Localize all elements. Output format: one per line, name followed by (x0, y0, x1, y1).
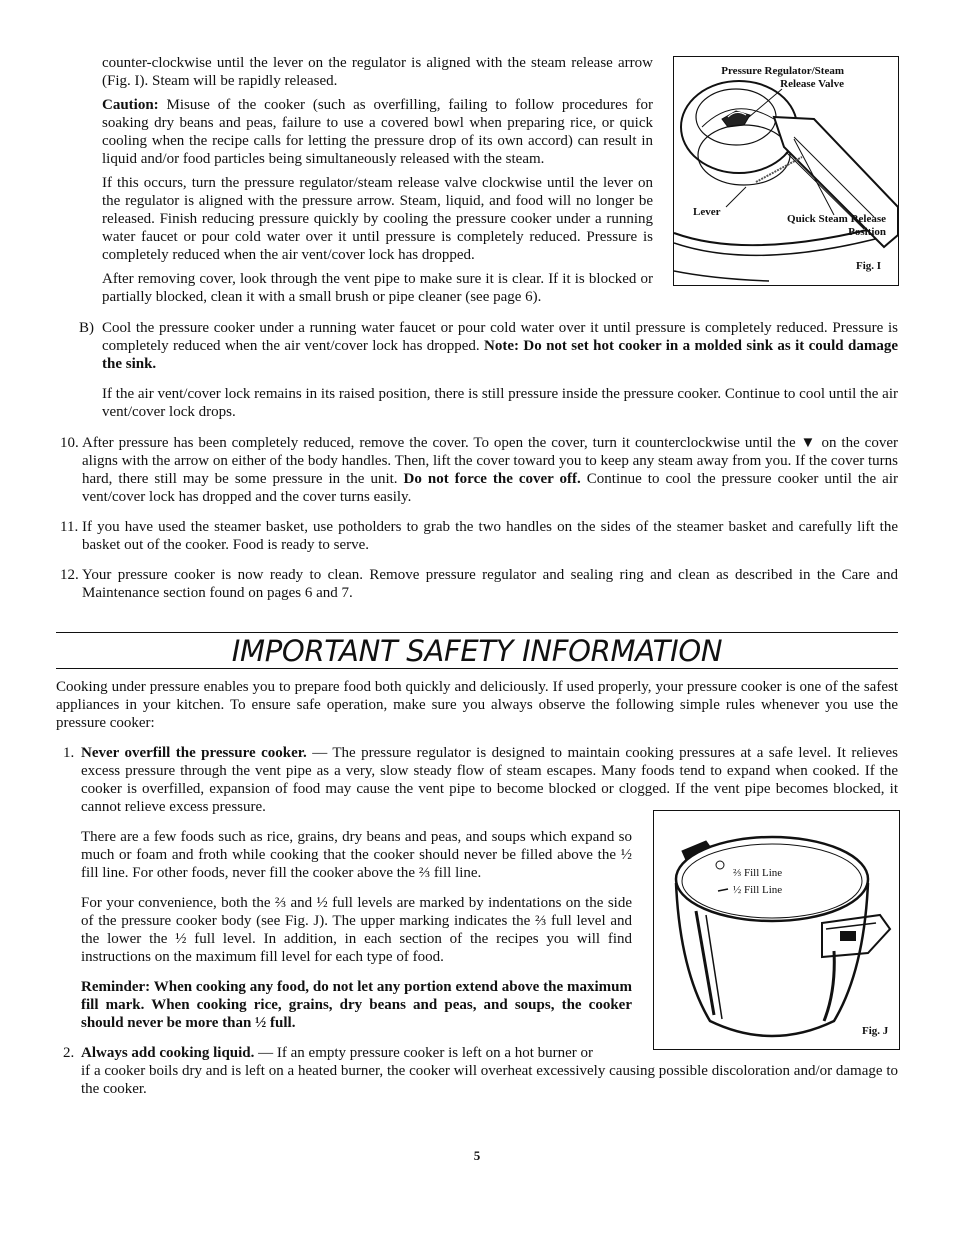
rule-1-reminder-text: Reminder: When cooking any food, do not let any portion extend above the maximum fill mark. When cooking rice, grains, dry beans and peas, and soups, the cooker should never be more than ½ full. (81, 979, 632, 1031)
item-b (102, 319, 898, 421)
item-b-marker: B) (79, 320, 94, 336)
label-quick-steam-release: Quick Steam Release Position (787, 213, 886, 238)
rule-2-line-1 (81, 1044, 641, 1062)
heading-rule-bottom (56, 668, 898, 669)
cooker-body-illustration (654, 811, 899, 1049)
section-title: IMPORTANT SAFETY INFORMATION (231, 634, 723, 668)
caution-label: Caution: (102, 97, 159, 113)
rule-2-rest (81, 1062, 898, 1098)
label-two-thirds-fill-line: ⅔ Fill Line (733, 867, 783, 879)
rule-1-details (81, 828, 632, 1032)
item-12-text: Your pressure cooker is now ready to clean. Remove pressure regulator and sealing ring and clean as described in the Care and Maintenance section found on pages 6 and 7. (82, 567, 898, 601)
paragraph-caution (102, 96, 653, 168)
rule-2-body: if a cooker boils dry and is left on a heated burner, the cooker will overheat excessively causing possible discoloration and/or damage to the cooker. (81, 1063, 898, 1097)
label-regulator-valve: Pressure Regulator/Steam Release Valve (721, 65, 844, 90)
rule-1-reminder (81, 978, 632, 1032)
rule-1-marker: 1. (63, 745, 75, 761)
item-b-paragraph-2: If the air vent/cover lock remains in its raised position, there is still pressure inside the pressure cooker. Continue to cool until the air vent/cover lock drops. (102, 386, 898, 420)
safety-intro (56, 678, 898, 732)
paragraph-if-occurs: If this occurs, turn the pressure regulator/steam release valve clockwise until the lever on the regulator is aligned with the pressure arrow. Steam, liquid, and food will no longer be released. Finish reducing pressure quickly by cooling the pressure cooker under a running water faucet or pour cold water over it until pressure is completely reduced. Pressure is completely reduced when the air vent/cover lock has dropped. (102, 175, 653, 263)
item-10-marker: 10. (60, 435, 79, 451)
top-text-column (102, 54, 653, 306)
rule-1-paragraph-3: For your convenience, both the ⅔ and ½ full levels are marked by indentations on the side of the pressure cooker body (see Fig. J). The upper marking indicates the ⅔ full level and the lower the ½ full level. In addition, in each section of the recipes you will find instructions on the maximum fill level for each type of food. (81, 895, 632, 965)
item-10-text (82, 434, 898, 506)
figure-j-caption: Fig. J (862, 1025, 889, 1037)
rule-2-marker: 2. (63, 1045, 75, 1061)
regulator-illustration (674, 57, 898, 285)
rule-1-body: — The pressure regulator is designed to maintain cooking pressures at a safe level. It relieves excess pressure through the vent pipe as a very, slow steady flow of steam escapes. Many foods tend to expand when cooked. If the cooker is overfilled, expansion of food may cause the vent pipe to become blocked or clogged. If the vent pipe becomes blocked, it cannot relieve excess pressure. (81, 745, 898, 815)
rule-1 (81, 744, 898, 816)
rule-1-title: Never overfill the pressure cooker. (81, 745, 307, 761)
item-11 (82, 518, 898, 554)
item-b-note: Note: Do not set hot cooker in a molded sink as it could damage the sink. (102, 338, 898, 372)
rule-1-text (81, 744, 898, 816)
rule-2-first-line (81, 1044, 641, 1062)
figure-i (673, 56, 899, 286)
item-12 (82, 566, 898, 602)
item-10-body-end: Continue to cool the pressure cooker until the air vent/cover lock has dropped and the cover turns easily. (82, 471, 899, 505)
item-10-body: After pressure has been completely reduced, remove the cover. To open the cover, turn it counterclockwise until the ▼ on the cover aligns with the arrow on either of the body handles. Then, lift the cover toward you to keep any steam away from you. If the cover turns hard, there still may be some pressure in the unit. (82, 435, 898, 487)
figure-i-caption: Fig. I (856, 260, 882, 272)
item-10-warning: Do not force the cover off. (403, 471, 581, 487)
caution-text: Misuse of the cooker (such as overfilling, failing to follow procedures for soaking dry beans and peas, failure to use a covered bowl when preparing rice, or quick cooling when the recipe calls for letting the pressure drop of its own accord) can result in liquid and/or food particles being simultaneously released with the steam. (102, 97, 653, 167)
paragraph-continuation: counter-clockwise until the lever on the regulator is aligned with the steam release arrow (Fig. I). Steam will be rapidly released. (102, 55, 653, 89)
rule-2-title: Always add cooking liquid. (81, 1045, 255, 1061)
item-b-body: Cool the pressure cooker under a running water faucet or pour cold water over it until pressure is completely reduced. Pressure is completely reduced when the air vent/cover lock has dropped. (102, 320, 898, 354)
safety-intro-text: Cooking under pressure enables you to prepare food both quickly and deliciously. If used properly, your pressure cooker is one of the safest appliances in your kitchen. To ensure safe operation, make sure you always observe the following simple rules whenever you use the pressure cooker: (56, 679, 898, 731)
label-half-fill-line: ½ Fill Line (733, 884, 783, 896)
item-b-text (102, 319, 898, 373)
item-11-text: If you have used the steamer basket, use potholders to grab the two handles on the sides of the steamer basket and carefully lift the basket out of the cooker. Food is ready to serve. (82, 519, 898, 553)
paragraph-after-removing: After removing cover, look through the vent pipe to make sure it is clear. If it is blocked or partially blocked, clean it with a small brush or pipe cleaner (see page 6). (102, 271, 653, 305)
rule-1-paragraph-2: There are a few foods such as rice, grains, dry beans and peas, and soups which expand so much or foam and froth while cooking that the cooker should never be filled above the ½ fill line. For other foods, never fill the cooker above the ⅔ fill line. (81, 829, 632, 881)
item-10 (82, 434, 898, 506)
heading-rule-top (56, 632, 898, 633)
page-number: 5 (473, 1148, 481, 1163)
item-11-marker: 11. (60, 519, 79, 535)
label-lever: Lever (693, 206, 721, 218)
item-12-marker: 12. (60, 567, 79, 583)
figure-j (653, 810, 900, 1050)
rule-2-line-1-text: — If an empty pressure cooker is left on a hot burner or (254, 1045, 594, 1061)
